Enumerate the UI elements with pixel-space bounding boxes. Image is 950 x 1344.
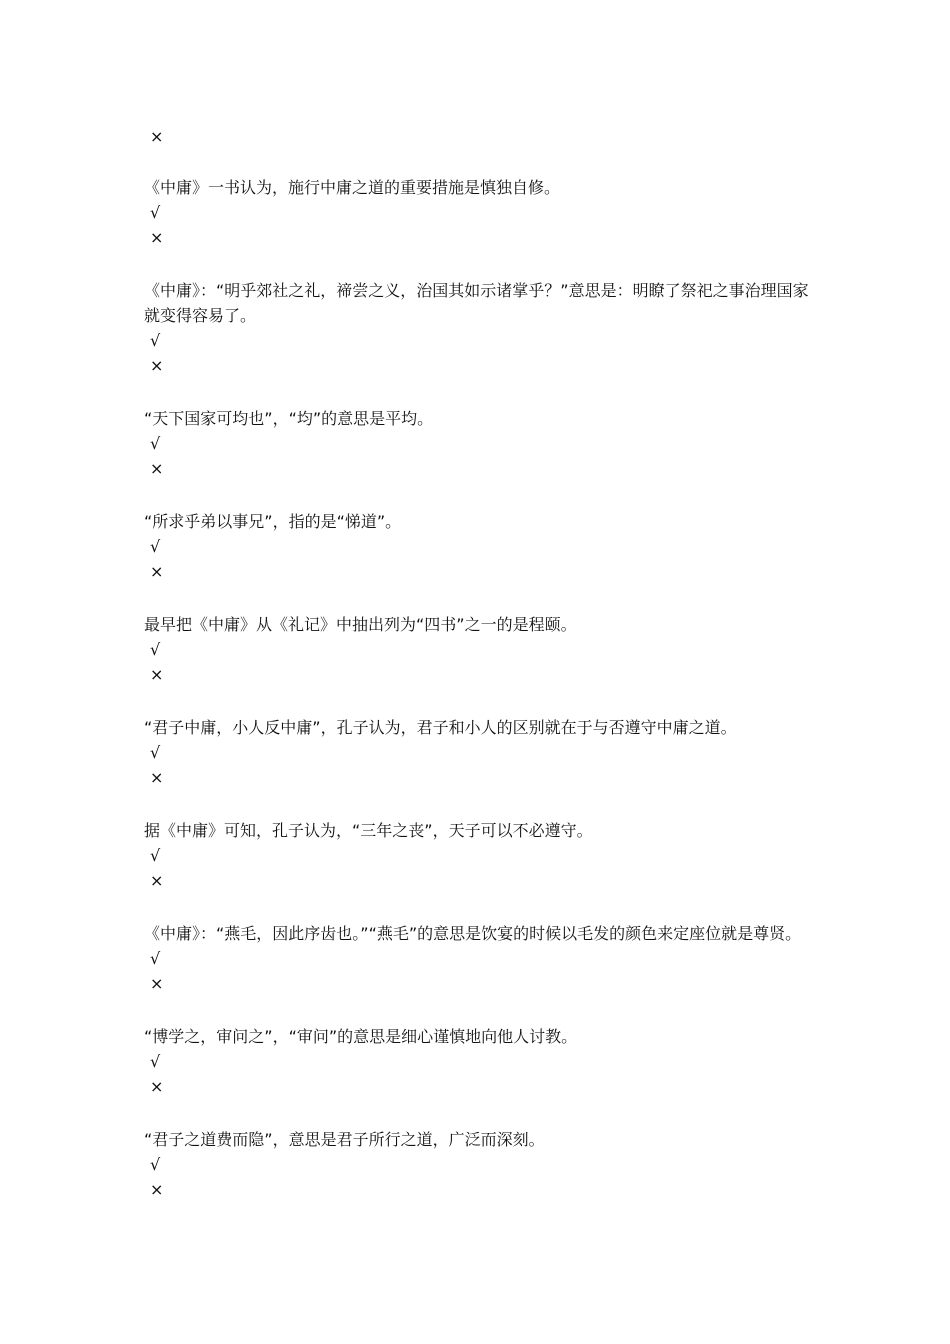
- false-option: ×: [150, 562, 164, 581]
- question-text: “君子之道费而隐”，意思是君子所行之道，广泛而深刻。: [144, 1130, 545, 1149]
- question-text: “天下国家可均也”，“均”的意思是平均。: [144, 409, 434, 428]
- false-option: ×: [150, 127, 164, 146]
- question-item: [144, 612, 814, 687]
- question-text: 《中庸》：“明乎郊社之礼，禘尝之义，治国其如示诸掌乎？”意思是：明瞭了祭祀之事治理国家就变得容易了。: [144, 281, 809, 325]
- question-item: [144, 715, 814, 790]
- true-option: √: [150, 949, 161, 968]
- true-option: √: [150, 743, 161, 762]
- false-option: ×: [150, 356, 164, 375]
- question-list: [144, 126, 814, 1202]
- true-option: √: [150, 331, 161, 350]
- question-text: “所求乎弟以事兄”，指的是“悌道”。: [144, 512, 402, 531]
- question-text: 最早把《中庸》从《礼记》中抽出列为“四书”之一的是程颐。: [144, 615, 577, 634]
- question-text: 《中庸》一书认为，施行中庸之道的重要措施是慎独自修。: [144, 178, 561, 197]
- question-item: [144, 921, 814, 996]
- false-option: ×: [150, 228, 164, 247]
- question-item: [144, 818, 814, 893]
- question-text: 据《中庸》可知，孔子认为，“三年之丧”，天子可以不必遵守。: [144, 821, 593, 840]
- question-item: [144, 175, 814, 250]
- true-option: √: [150, 1052, 161, 1071]
- true-option: √: [150, 203, 161, 222]
- question-item: [144, 1024, 814, 1099]
- question-text: “博学之，审问之”，“审问”的意思是细心谨慎地向他人讨教。: [144, 1027, 578, 1046]
- question-text: “君子中庸，小人反中庸”，孔子认为，君子和小人的区别就在于与否遵守中庸之道。: [144, 718, 737, 737]
- question-item: [144, 406, 814, 481]
- true-option: √: [150, 846, 161, 865]
- question-item: [144, 1127, 814, 1202]
- false-option: ×: [150, 1077, 164, 1096]
- false-option: ×: [150, 1180, 164, 1199]
- true-option: √: [150, 640, 161, 659]
- false-option: ×: [150, 459, 164, 478]
- false-option: ×: [150, 974, 164, 993]
- true-option: √: [150, 434, 161, 453]
- question-item: [144, 509, 814, 584]
- false-option: ×: [150, 665, 164, 684]
- false-option: ×: [150, 871, 164, 890]
- false-option: ×: [150, 768, 164, 787]
- true-option: √: [150, 537, 161, 556]
- true-option: √: [150, 1155, 161, 1174]
- question-item: [144, 278, 814, 378]
- question-text: 《中庸》：“燕毛，因此序齿也。”“燕毛”的意思是饮宴的时候以毛发的颜色来定座位就是尊贤。: [144, 924, 802, 943]
